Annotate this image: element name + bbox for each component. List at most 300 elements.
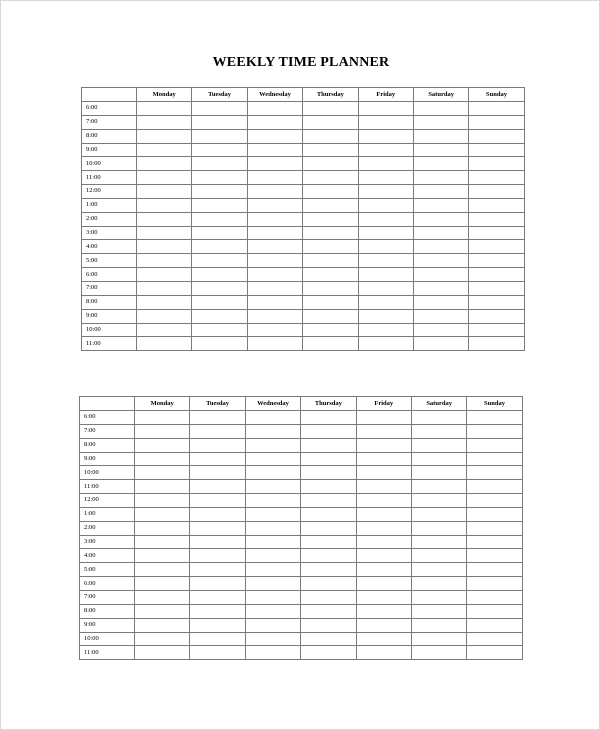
slot-cell-saturday[interactable] [413, 226, 468, 240]
slot-cell-tuesday[interactable] [192, 226, 247, 240]
slot-cell-sunday[interactable] [467, 535, 522, 549]
slot-cell-saturday[interactable] [413, 129, 468, 143]
slot-cell-sunday[interactable] [469, 115, 524, 129]
slot-cell-sunday[interactable] [469, 254, 524, 268]
slot-cell-thursday[interactable] [303, 212, 358, 226]
slot-cell-friday[interactable] [356, 604, 411, 618]
slot-cell-friday[interactable] [356, 535, 411, 549]
time-label: 5:00 [82, 254, 137, 268]
slot-cell-monday[interactable] [137, 281, 192, 295]
slot-cell-thursday[interactable] [303, 240, 358, 254]
slot-cell-tuesday[interactable] [192, 281, 247, 295]
slot-cell-sunday[interactable] [469, 102, 524, 116]
slot-cell-saturday[interactable] [413, 171, 468, 185]
slot-cell-sunday[interactable] [469, 268, 524, 282]
slot-cell-tuesday[interactable] [192, 198, 247, 212]
slot-cell-wednesday[interactable] [247, 309, 302, 323]
slot-cell-monday[interactable] [137, 212, 192, 226]
slot-cell-friday[interactable] [356, 632, 411, 646]
slot-cell-saturday[interactable] [411, 466, 466, 480]
slot-cell-monday[interactable] [135, 494, 190, 508]
slot-cell-wednesday[interactable] [245, 590, 300, 604]
slot-cell-friday[interactable] [358, 171, 413, 185]
slot-cell-saturday[interactable] [413, 337, 468, 351]
slot-cell-saturday[interactable] [413, 212, 468, 226]
slot-cell-wednesday[interactable] [247, 240, 302, 254]
slot-cell-wednesday[interactable] [245, 452, 300, 466]
time-row [82, 171, 525, 185]
slot-cell-tuesday[interactable] [192, 212, 247, 226]
time-row [80, 549, 523, 563]
slot-cell-sunday[interactable] [467, 507, 522, 521]
slot-cell-monday[interactable] [135, 411, 190, 425]
slot-cell-sunday[interactable] [467, 424, 522, 438]
time-row [82, 102, 525, 116]
slot-cell-friday[interactable] [358, 143, 413, 157]
slot-cell-sunday[interactable] [469, 212, 524, 226]
slot-cell-thursday[interactable] [301, 590, 356, 604]
slot-cell-friday[interactable] [358, 337, 413, 351]
slot-cell-wednesday[interactable] [245, 480, 300, 494]
slot-cell-thursday[interactable] [303, 323, 358, 337]
slot-cell-friday[interactable] [358, 102, 413, 116]
slot-cell-thursday[interactable] [301, 632, 356, 646]
slot-cell-sunday[interactable] [467, 521, 522, 535]
header-row [82, 88, 525, 102]
time-label: 10:00 [80, 632, 135, 646]
slot-cell-monday[interactable] [137, 171, 192, 185]
slot-cell-monday[interactable] [135, 535, 190, 549]
time-label: 8:00 [80, 604, 135, 618]
slot-cell-thursday[interactable] [303, 185, 358, 199]
slot-cell-sunday[interactable] [467, 563, 522, 577]
slot-cell-saturday[interactable] [411, 549, 466, 563]
slot-cell-friday[interactable] [358, 212, 413, 226]
time-label: 9:00 [80, 618, 135, 632]
slot-cell-saturday[interactable] [413, 143, 468, 157]
slot-cell-monday[interactable] [137, 226, 192, 240]
slot-cell-sunday[interactable] [467, 466, 522, 480]
slot-cell-wednesday[interactable] [245, 507, 300, 521]
slot-cell-sunday[interactable] [469, 171, 524, 185]
slot-cell-thursday[interactable] [303, 254, 358, 268]
slot-cell-friday[interactable] [356, 590, 411, 604]
slot-cell-saturday[interactable] [411, 452, 466, 466]
slot-cell-friday[interactable] [356, 480, 411, 494]
slot-cell-wednesday[interactable] [245, 646, 300, 660]
day-header-tuesday: Tuesday [190, 397, 245, 411]
slot-cell-monday[interactable] [135, 577, 190, 591]
slot-cell-monday[interactable] [137, 129, 192, 143]
slot-cell-tuesday[interactable] [192, 295, 247, 309]
slot-cell-friday[interactable] [356, 549, 411, 563]
slot-cell-tuesday[interactable] [192, 129, 247, 143]
slot-cell-sunday[interactable] [469, 157, 524, 171]
time-label: 7:00 [82, 281, 137, 295]
slot-cell-tuesday[interactable] [190, 466, 245, 480]
time-label: 11:00 [82, 171, 137, 185]
slot-cell-tuesday[interactable] [190, 535, 245, 549]
slot-cell-thursday[interactable] [301, 424, 356, 438]
slot-cell-wednesday[interactable] [247, 157, 302, 171]
time-row [80, 577, 523, 591]
time-row [80, 618, 523, 632]
slot-cell-sunday[interactable] [469, 281, 524, 295]
slot-cell-monday[interactable] [135, 646, 190, 660]
slot-cell-tuesday[interactable] [190, 549, 245, 563]
time-label: 8:00 [82, 295, 137, 309]
slot-cell-friday[interactable] [358, 129, 413, 143]
day-header-sunday: Sunday [467, 397, 522, 411]
slot-cell-tuesday[interactable] [192, 185, 247, 199]
slot-cell-thursday[interactable] [301, 646, 356, 660]
slot-cell-friday[interactable] [358, 198, 413, 212]
slot-cell-saturday[interactable] [411, 535, 466, 549]
slot-cell-saturday[interactable] [411, 590, 466, 604]
day-header-saturday: Saturday [413, 88, 468, 102]
slot-cell-friday[interactable] [356, 577, 411, 591]
slot-cell-saturday[interactable] [413, 268, 468, 282]
slot-cell-wednesday[interactable] [245, 466, 300, 480]
slot-cell-wednesday[interactable] [245, 549, 300, 563]
slot-cell-monday[interactable] [137, 102, 192, 116]
slot-cell-monday[interactable] [137, 157, 192, 171]
slot-cell-sunday[interactable] [469, 226, 524, 240]
slot-cell-saturday[interactable] [411, 563, 466, 577]
slot-cell-thursday[interactable] [301, 466, 356, 480]
slot-cell-saturday[interactable] [411, 494, 466, 508]
day-header-tuesday: Tuesday [192, 88, 247, 102]
slot-cell-wednesday[interactable] [245, 618, 300, 632]
slot-cell-friday[interactable] [358, 295, 413, 309]
day-header-saturday: Saturday [411, 397, 466, 411]
slot-cell-wednesday[interactable] [245, 577, 300, 591]
slot-cell-thursday[interactable] [303, 171, 358, 185]
day-header-sunday: Sunday [469, 88, 524, 102]
slot-cell-monday[interactable] [135, 466, 190, 480]
slot-cell-saturday[interactable] [411, 577, 466, 591]
slot-cell-friday[interactable] [356, 646, 411, 660]
slot-cell-saturday[interactable] [413, 115, 468, 129]
slot-cell-saturday[interactable] [413, 309, 468, 323]
slot-cell-tuesday[interactable] [190, 507, 245, 521]
slot-cell-sunday[interactable] [467, 646, 522, 660]
slot-cell-monday[interactable] [135, 604, 190, 618]
slot-cell-sunday[interactable] [467, 411, 522, 425]
slot-cell-friday[interactable] [356, 507, 411, 521]
time-row [82, 295, 525, 309]
slot-cell-monday[interactable] [137, 337, 192, 351]
slot-cell-tuesday[interactable] [190, 604, 245, 618]
time-row [82, 309, 525, 323]
slot-cell-tuesday[interactable] [192, 323, 247, 337]
slot-cell-thursday[interactable] [301, 604, 356, 618]
slot-cell-thursday[interactable] [303, 143, 358, 157]
slot-cell-tuesday[interactable] [190, 424, 245, 438]
slot-cell-saturday[interactable] [413, 254, 468, 268]
slot-cell-tuesday[interactable] [190, 480, 245, 494]
slot-cell-tuesday[interactable] [190, 632, 245, 646]
slot-cell-saturday[interactable] [413, 185, 468, 199]
slot-cell-friday[interactable] [356, 452, 411, 466]
slot-cell-tuesday[interactable] [190, 521, 245, 535]
time-row [82, 129, 525, 143]
slot-cell-thursday[interactable] [303, 295, 358, 309]
slot-cell-thursday[interactable] [303, 226, 358, 240]
slot-cell-wednesday[interactable] [247, 323, 302, 337]
slot-cell-sunday[interactable] [469, 337, 524, 351]
time-row [80, 535, 523, 549]
time-label: 10:00 [80, 466, 135, 480]
slot-cell-sunday[interactable] [467, 480, 522, 494]
slot-cell-saturday[interactable] [413, 295, 468, 309]
slot-cell-thursday[interactable] [301, 521, 356, 535]
slot-cell-sunday[interactable] [467, 494, 522, 508]
time-row [82, 185, 525, 199]
time-label: 9:00 [82, 309, 137, 323]
slot-cell-thursday[interactable] [301, 618, 356, 632]
slot-cell-thursday[interactable] [303, 309, 358, 323]
slot-cell-sunday[interactable] [467, 590, 522, 604]
slot-cell-saturday[interactable] [411, 507, 466, 521]
slot-cell-thursday[interactable] [301, 411, 356, 425]
slot-cell-thursday[interactable] [303, 337, 358, 351]
slot-cell-friday[interactable] [358, 268, 413, 282]
slot-cell-friday[interactable] [358, 254, 413, 268]
slot-cell-wednesday[interactable] [247, 295, 302, 309]
slot-cell-wednesday[interactable] [247, 268, 302, 282]
slot-cell-wednesday[interactable] [247, 143, 302, 157]
slot-cell-saturday[interactable] [413, 281, 468, 295]
slot-cell-monday[interactable] [135, 618, 190, 632]
slot-cell-friday[interactable] [356, 563, 411, 577]
slot-cell-sunday[interactable] [469, 240, 524, 254]
slot-cell-wednesday[interactable] [247, 185, 302, 199]
slot-cell-wednesday[interactable] [245, 411, 300, 425]
slot-cell-friday[interactable] [358, 240, 413, 254]
slot-cell-thursday[interactable] [303, 198, 358, 212]
slot-cell-wednesday[interactable] [247, 337, 302, 351]
slot-cell-sunday[interactable] [467, 632, 522, 646]
slot-cell-thursday[interactable] [301, 438, 356, 452]
slot-cell-saturday[interactable] [411, 438, 466, 452]
slot-cell-saturday[interactable] [413, 157, 468, 171]
slot-cell-friday[interactable] [358, 323, 413, 337]
slot-cell-sunday[interactable] [467, 577, 522, 591]
slot-cell-tuesday[interactable] [190, 646, 245, 660]
slot-cell-monday[interactable] [137, 240, 192, 254]
slot-cell-monday[interactable] [137, 323, 192, 337]
slot-cell-saturday[interactable] [413, 323, 468, 337]
slot-cell-friday[interactable] [358, 115, 413, 129]
time-row [80, 438, 523, 452]
time-row [82, 226, 525, 240]
time-label: 7:00 [80, 424, 135, 438]
slot-cell-thursday[interactable] [303, 157, 358, 171]
slot-cell-wednesday[interactable] [245, 563, 300, 577]
slot-cell-tuesday[interactable] [192, 309, 247, 323]
slot-cell-sunday[interactable] [467, 438, 522, 452]
slot-cell-monday[interactable] [135, 632, 190, 646]
slot-cell-monday[interactable] [135, 424, 190, 438]
slot-cell-thursday[interactable] [303, 129, 358, 143]
slot-cell-wednesday[interactable] [247, 115, 302, 129]
slot-cell-saturday[interactable] [411, 632, 466, 646]
slot-cell-wednesday[interactable] [247, 102, 302, 116]
slot-cell-sunday[interactable] [469, 129, 524, 143]
slot-cell-sunday[interactable] [467, 549, 522, 563]
slot-cell-tuesday[interactable] [192, 102, 247, 116]
slot-cell-wednesday[interactable] [245, 521, 300, 535]
slot-cell-thursday[interactable] [303, 102, 358, 116]
slot-cell-wednesday[interactable] [247, 129, 302, 143]
slot-cell-monday[interactable] [137, 268, 192, 282]
slot-cell-wednesday[interactable] [247, 198, 302, 212]
slot-cell-saturday[interactable] [411, 521, 466, 535]
slot-cell-friday[interactable] [356, 466, 411, 480]
slot-cell-wednesday[interactable] [245, 438, 300, 452]
time-label: 12:00 [80, 494, 135, 508]
slot-cell-sunday[interactable] [469, 143, 524, 157]
slot-cell-friday[interactable] [356, 618, 411, 632]
time-label: 11:00 [80, 480, 135, 494]
slot-cell-sunday[interactable] [469, 323, 524, 337]
slot-cell-wednesday[interactable] [245, 632, 300, 646]
slot-cell-saturday[interactable] [411, 411, 466, 425]
slot-cell-sunday[interactable] [469, 185, 524, 199]
slot-cell-sunday[interactable] [467, 618, 522, 632]
slot-cell-monday[interactable] [135, 507, 190, 521]
slot-cell-monday[interactable] [137, 115, 192, 129]
slot-cell-tuesday[interactable] [192, 240, 247, 254]
slot-cell-tuesday[interactable] [190, 452, 245, 466]
slot-cell-thursday[interactable] [301, 494, 356, 508]
slot-cell-friday[interactable] [356, 424, 411, 438]
time-row [82, 198, 525, 212]
slot-cell-thursday[interactable] [301, 563, 356, 577]
slot-cell-tuesday[interactable] [190, 563, 245, 577]
slot-cell-monday[interactable] [137, 254, 192, 268]
slot-cell-tuesday[interactable] [192, 337, 247, 351]
slot-cell-friday[interactable] [358, 157, 413, 171]
slot-cell-tuesday[interactable] [190, 577, 245, 591]
slot-cell-tuesday[interactable] [192, 268, 247, 282]
slot-cell-monday[interactable] [135, 438, 190, 452]
slot-cell-monday[interactable] [135, 549, 190, 563]
slot-cell-thursday[interactable] [301, 577, 356, 591]
time-label: 6:00 [80, 577, 135, 591]
slot-cell-saturday[interactable] [411, 480, 466, 494]
slot-cell-tuesday[interactable] [190, 618, 245, 632]
slot-cell-sunday[interactable] [469, 198, 524, 212]
slot-cell-thursday[interactable] [301, 507, 356, 521]
slot-cell-saturday[interactable] [413, 240, 468, 254]
slot-cell-tuesday[interactable] [192, 143, 247, 157]
slot-cell-friday[interactable] [358, 185, 413, 199]
day-header-friday: Friday [356, 397, 411, 411]
slot-cell-tuesday[interactable] [190, 590, 245, 604]
slot-cell-monday[interactable] [135, 563, 190, 577]
slot-cell-saturday[interactable] [411, 604, 466, 618]
slot-cell-saturday[interactable] [413, 102, 468, 116]
slot-cell-wednesday[interactable] [245, 494, 300, 508]
slot-cell-sunday[interactable] [467, 604, 522, 618]
slot-cell-monday[interactable] [137, 143, 192, 157]
slot-cell-thursday[interactable] [301, 535, 356, 549]
slot-cell-wednesday[interactable] [247, 226, 302, 240]
slot-cell-friday[interactable] [356, 411, 411, 425]
slot-cell-tuesday[interactable] [190, 411, 245, 425]
time-label: 9:00 [80, 452, 135, 466]
slot-cell-wednesday[interactable] [245, 424, 300, 438]
slot-cell-friday[interactable] [356, 438, 411, 452]
slot-cell-sunday[interactable] [469, 295, 524, 309]
slot-cell-monday[interactable] [137, 198, 192, 212]
slot-cell-tuesday[interactable] [192, 254, 247, 268]
slot-cell-wednesday[interactable] [245, 535, 300, 549]
slot-cell-monday[interactable] [135, 480, 190, 494]
slot-cell-monday[interactable] [137, 295, 192, 309]
time-row [80, 507, 523, 521]
slot-cell-saturday[interactable] [411, 618, 466, 632]
time-row [82, 337, 525, 351]
time-label: 4:00 [82, 240, 137, 254]
slot-cell-tuesday[interactable] [190, 438, 245, 452]
slot-cell-thursday[interactable] [303, 115, 358, 129]
slot-cell-friday[interactable] [358, 309, 413, 323]
slot-cell-friday[interactable] [356, 521, 411, 535]
time-row [82, 268, 525, 282]
slot-cell-friday[interactable] [358, 226, 413, 240]
time-row [82, 115, 525, 129]
slot-cell-saturday[interactable] [411, 424, 466, 438]
time-label: 6:00 [82, 268, 137, 282]
slot-cell-wednesday[interactable] [247, 171, 302, 185]
slot-cell-thursday[interactable] [301, 480, 356, 494]
slot-cell-thursday[interactable] [303, 281, 358, 295]
slot-cell-tuesday[interactable] [192, 115, 247, 129]
time-label: 2:00 [80, 521, 135, 535]
slot-cell-friday[interactable] [358, 281, 413, 295]
time-row [80, 411, 523, 425]
slot-cell-monday[interactable] [135, 521, 190, 535]
slot-cell-tuesday[interactable] [190, 494, 245, 508]
slot-cell-friday[interactable] [356, 494, 411, 508]
slot-cell-thursday[interactable] [301, 452, 356, 466]
slot-cell-monday[interactable] [135, 590, 190, 604]
slot-cell-sunday[interactable] [469, 309, 524, 323]
slot-cell-monday[interactable] [137, 309, 192, 323]
slot-cell-monday[interactable] [135, 452, 190, 466]
time-row [80, 604, 523, 618]
time-row [82, 240, 525, 254]
slot-cell-tuesday[interactable] [192, 157, 247, 171]
slot-cell-saturday[interactable] [411, 646, 466, 660]
slot-cell-thursday[interactable] [301, 549, 356, 563]
slot-cell-wednesday[interactable] [245, 604, 300, 618]
time-label: 7:00 [82, 115, 137, 129]
slot-cell-wednesday[interactable] [247, 254, 302, 268]
slot-cell-thursday[interactable] [303, 268, 358, 282]
slot-cell-tuesday[interactable] [192, 171, 247, 185]
slot-cell-saturday[interactable] [413, 198, 468, 212]
time-row [80, 424, 523, 438]
slot-cell-sunday[interactable] [467, 452, 522, 466]
slot-cell-monday[interactable] [137, 185, 192, 199]
slot-cell-wednesday[interactable] [247, 212, 302, 226]
time-row [82, 281, 525, 295]
slot-cell-wednesday[interactable] [247, 281, 302, 295]
